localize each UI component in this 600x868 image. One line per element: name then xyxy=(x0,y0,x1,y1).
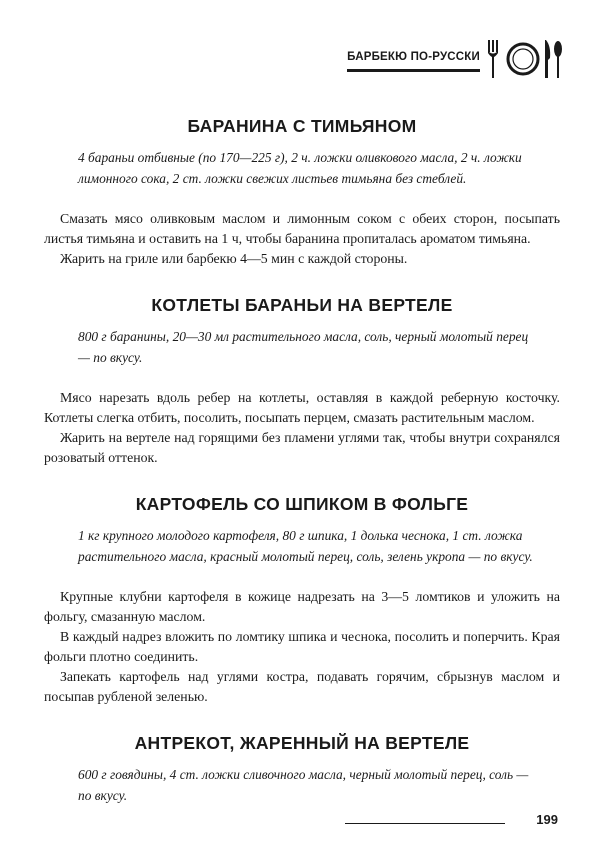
recipe-title: БАРАНИНА С ТИМЬЯНОМ xyxy=(187,116,417,136)
recipe-lamb-thyme xyxy=(44,116,560,269)
page-content xyxy=(44,116,560,832)
cutlery-plate-icon xyxy=(486,38,564,80)
ingredients-text: 800 г баранины, 20—30 мл растительного масла, соль, черный молотый перец — по вкусу. xyxy=(78,329,529,365)
recipe-title: АНТРЕКОТ, ЖАРЕННЫЙ НА ВЕРТЕЛЕ xyxy=(134,733,470,753)
ingredients xyxy=(78,764,560,806)
ingredients xyxy=(78,147,560,189)
recipe-entrecote xyxy=(44,733,560,806)
page-number: 199 xyxy=(536,812,558,827)
step-text: Крупные клубни картофеля в кожице надрезать на 3—5 ломтиков и уложить на фольгу, смазанную маслом. xyxy=(44,589,560,624)
ingredients xyxy=(78,326,560,368)
ingredients xyxy=(78,525,560,567)
recipe-potato-foil xyxy=(44,494,560,707)
step-text: Жарить на вертеле над горящими без пламени углями так, чтобы внутри сохранялся розоватый оттенок. xyxy=(44,430,560,465)
step-text: В каждый надрез вложить по ломтику шпика и чеснока, посолить и поперчить. Края фольги плотно соединить. xyxy=(44,629,560,664)
ingredients-text: 4 бараньи отбивные (по 170—225 г), 2 ч. ложки оливкового масла, 2 ч. ложки лимонного сока, 2 ст. ложки свежих листьев тимьяна без стеблей. xyxy=(78,150,522,186)
step-text: Жарить на гриле или барбекю 4—5 мин с каждой стороны. xyxy=(60,251,408,266)
ingredients-text: 1 кг крупного молодого картофеля, 80 г шпика, 1 долька чеснока, 1 ст. ложка растительного масла, красный молотый перец, соль, зелень укропа — по вкусу. xyxy=(78,528,533,564)
step-text: Смазать мясо оливковым маслом и лимонным соком с обеих сторон, посыпать листья тимьяна и оставить на 1 ч, чтобы баранина пропиталась ароматом тимьяна. xyxy=(44,211,560,246)
recipe-title: КОТЛЕТЫ БАРАНЬИ НА ВЕРТЕЛЕ xyxy=(151,295,453,315)
recipe-lamb-cutlets xyxy=(44,295,560,468)
ingredients-text: 600 г говядины, 4 ст. ложки сливочного масла, черный молотый перец, соль — по вкусу. xyxy=(78,767,529,803)
header-title: БАРБЕКЮ ПО-РУССКИ xyxy=(347,51,480,72)
step-text: Мясо нарезать вдоль ребер на котлеты, оставляя в каждой реберную косточку. Котлеты слегка отбить, посолить, посыпать перцем, смазать растительным маслом. xyxy=(44,390,560,425)
recipe-title: КАРТОФЕЛЬ СО ШПИКОМ В ФОЛЬГЕ xyxy=(135,494,469,514)
footer-rule xyxy=(345,823,505,824)
step-text: Запекать картофель над углями костра, подавать горячим, сбрызнув маслом и посыпав рубленой зеленью. xyxy=(44,669,560,704)
running-header xyxy=(347,38,564,80)
